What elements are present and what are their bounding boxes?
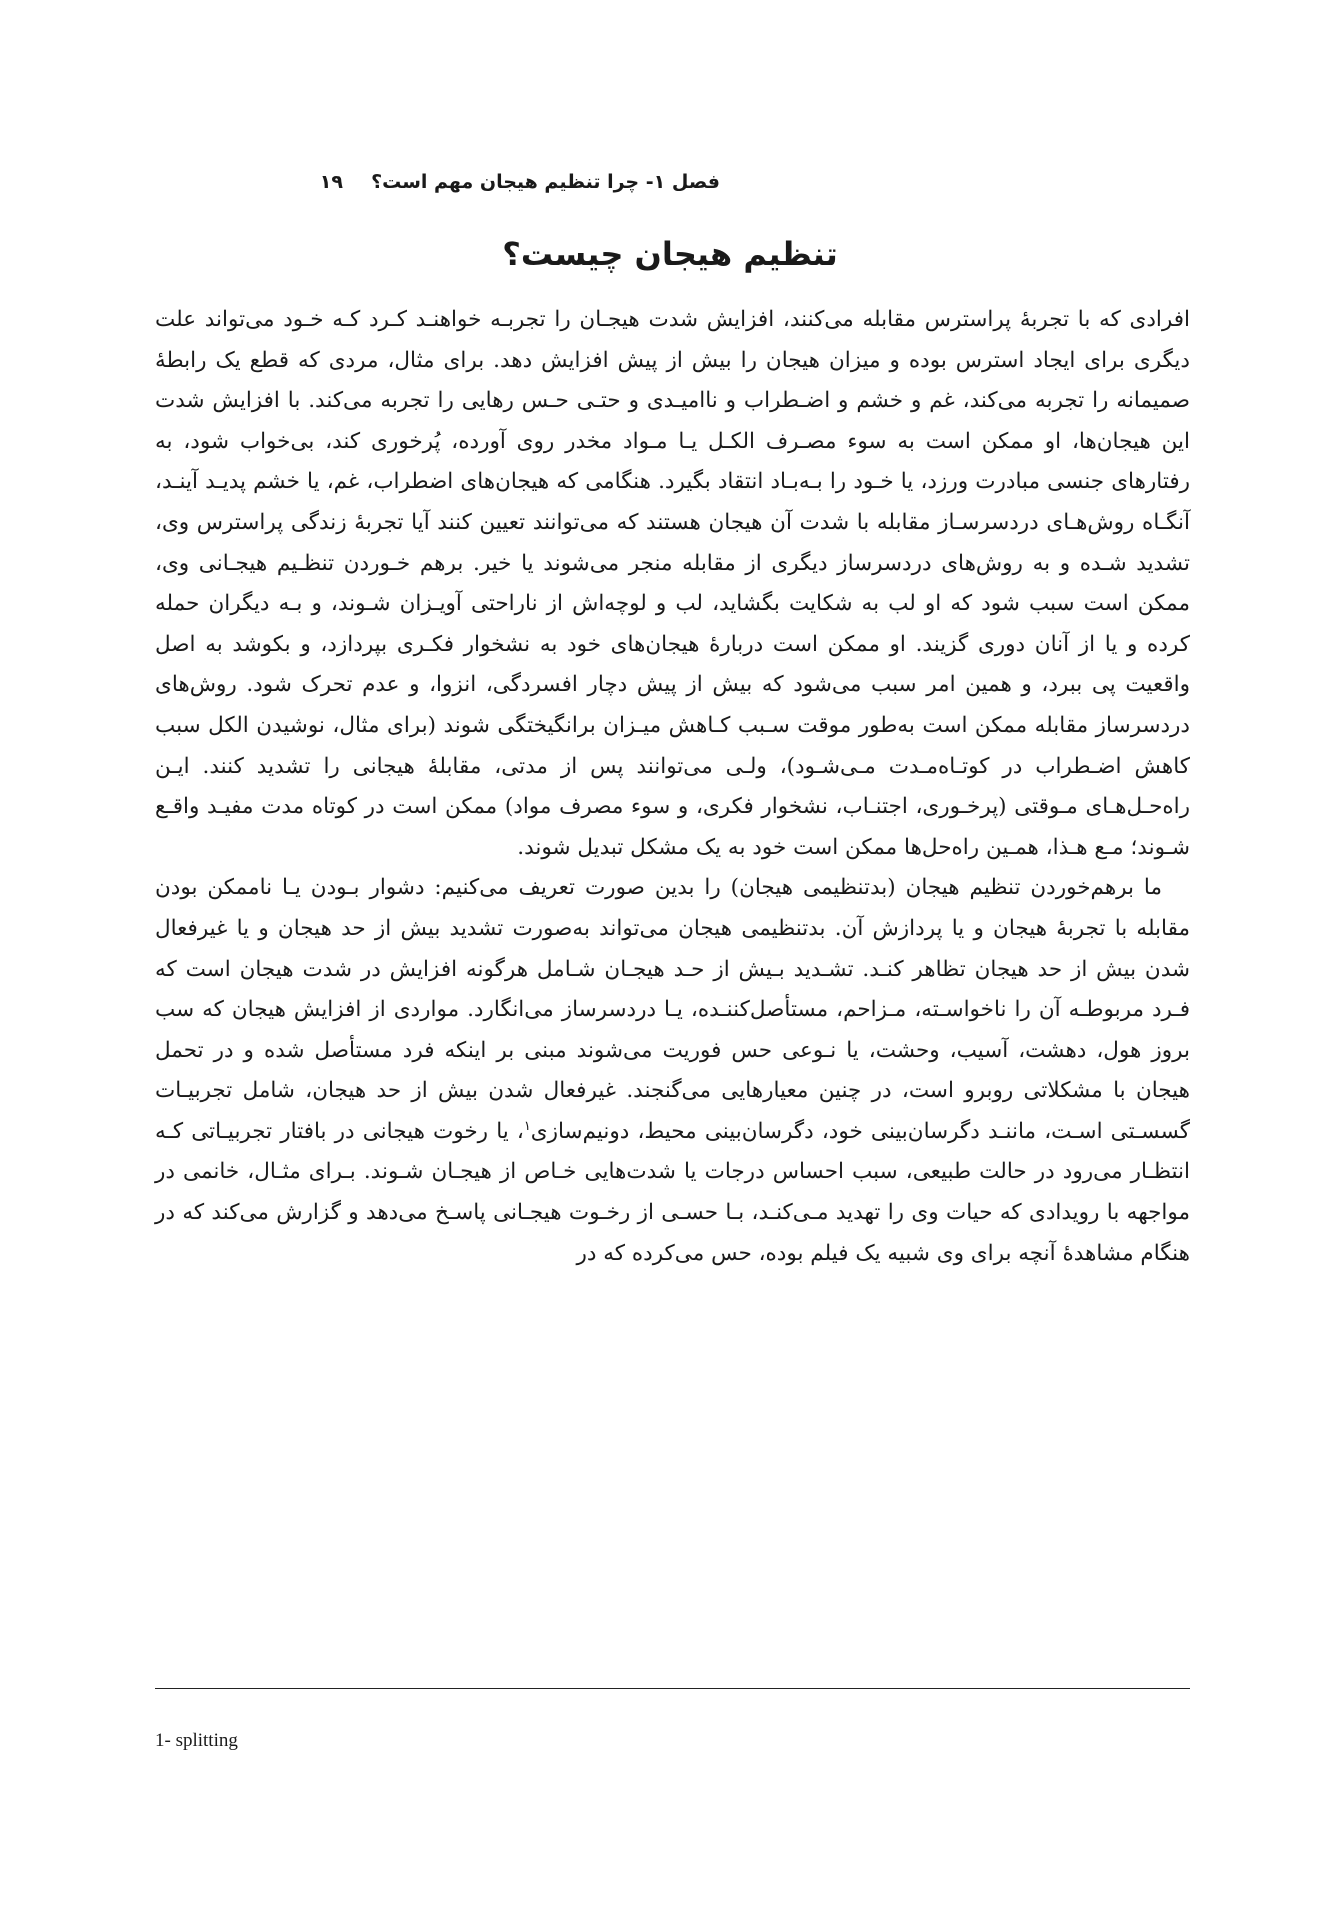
- paragraph: [155, 868, 1190, 1274]
- chapter-title: فصل ۱- چرا تنظیم هیجان مهم است؟: [371, 171, 720, 193]
- footnote-marker: ۱: [523, 1118, 531, 1134]
- page-number: ۱۹: [319, 171, 343, 193]
- section-title: تنظیم هیجان چیست؟: [502, 235, 838, 273]
- footnote: 1- splitting: [155, 1730, 238, 1751]
- footnote-divider: [155, 1688, 1190, 1689]
- body-text: [155, 300, 1190, 1274]
- running-header: [155, 168, 1185, 198]
- paragraph-text: ما برهم‌خوردن تنظیم هیجان (بدتنظیمی هیجان) را بدین صورت تعریف می‌کنیم: دشوار بـودن یـا ناممکن بودن مقابله با تجربهٔ هیجان و یا پردازش آن. بدتنظیمی هیجان می‌تواند به‌صورت تشدید بیش از حد هیجان و یا غیرفعال شدن بیش از حد هیجان تظاهر کنـد. تشـدید بـیش از حـد هیجـان شـامل هرگونه افزایش در شدت هیجان است که فـرد مربوطـه آن را ناخواسـته، مـزاحم، مستأصل‌کننـده، یـا دردسرساز می‌انگارد. مواردی از افزایش هیجان که سب بروز هول، دهشت، آسیب، وحشت، یا نـوعی حس فوریت می‌شوند مبنی بر اینکه فرد مستأصل شده و در تحمل هیجان با مشکلاتی روبرو است، در چنین معیارهایی می‌گنجند. غیرفعال شدن بیش از حد هیجان، شامل تجربیـات گسسـتی اسـت، ماننـد دگرسان‌بینی خود، دگرسان‌بینی محیط، دونیم‌سازی: [155, 875, 1190, 1144]
- paragraph: افرادی که با تجربهٔ پراسترس مقابله می‌کنند، افزایش شدت هیجـان را تجربـه خواهنـد کـرد کـه خـود می‌تواند علت دیگری برای ایجاد استرس بوده و میزان هیجان را بیش از پیش افزایش دهد. برای مثال، مردی که قطع یک رابطهٔ صمیمانه را تجربه می‌کند، غم و خشم و اضـطراب و ناامیـدی و حتـی حـس رهایی را تجربه می‌کند. با افزایش شدت این هیجان‌ها، او ممکن است به سوء مصـرف الکـل یـا مـواد مخدر روی آورده، پُرخوری کند، بی‌خواب شود، به رفتارهای جنسی مبادرت ورزد، یا خـود را بـه‌بـاد انتقاد بگیرد. هنگامی که هیجان‌های اضطراب، غم، یا خشم پدیـد آینـد، آنگـاه روش‌هـای دردسرسـاز مقابله با شدت آن هیجان هستند که می‌توانند تعیین کنند آیا تجربهٔ زندگی پراسترس وی، تشدید شـده و به روش‌های دردسرساز دیگری از مقابله منجر می‌شوند یا خیر. برهم خـوردن تنظـیم هیجـانی وی، ممکن است سبب شود که او لب به شکایت بگشاید، لب و لوچه‌اش از ناراحتی آویـزان شـوند، و بـه دیگران حمله کرده و یا از آنان دوری گزیند. او ممکن است دربارهٔ هیجان‌های خود به نشخوار فکـری بپردازد، و بکوشد به اصل واقعیت پی ببرد، و همین امر سبب می‌شود که بیش از پیش دچار افسردگی، انزوا، و عدم تحرک شود. روش‌های دردسرساز مقابله ممکن است به‌طور موقت سـبب کـاهش میـزان برانگیختگی شوند (برای مثال، نوشیدن الکل سبب کاهش اضـطراب در کوتـاه‌مـدت مـی‌شـود)، ولـی می‌توانند پس از مدتی، مقابلهٔ هیجانی را تشدید کنند. ایـن راه‌حـل‌هـای مـوقتی (پرخـوری، اجتنـاب، نشخوار فکری، و سوء مصرف مواد) ممکن است در کوتاه مدت مفیـد واقـع شـوند؛ مـع هـذا، همـین راه‌حل‌ها ممکن است خود به یک مشکل تبدیل شوند.: [155, 307, 1190, 860]
- paragraph-text: ، یا رخوت هیجانی در بافتار تجربیـاتی کـه انتظـار می‌رود در حالت طبیعی، سبب احساس درجات یا شدت‌هایی خـاص از هیجـان شـوند. بـرای مثـال، خانمی در مواجهه با رویدادی که حیات وی را تهدید مـی‌کنـد، بـا حسـی از رخـوت هیجـانی پاسـخ می‌دهد و گزارش می‌کند که در هنگام مشاهدهٔ آنچه برای وی شبیه یک فیلم بوده، حس می‌کرده که در: [155, 1118, 1190, 1266]
